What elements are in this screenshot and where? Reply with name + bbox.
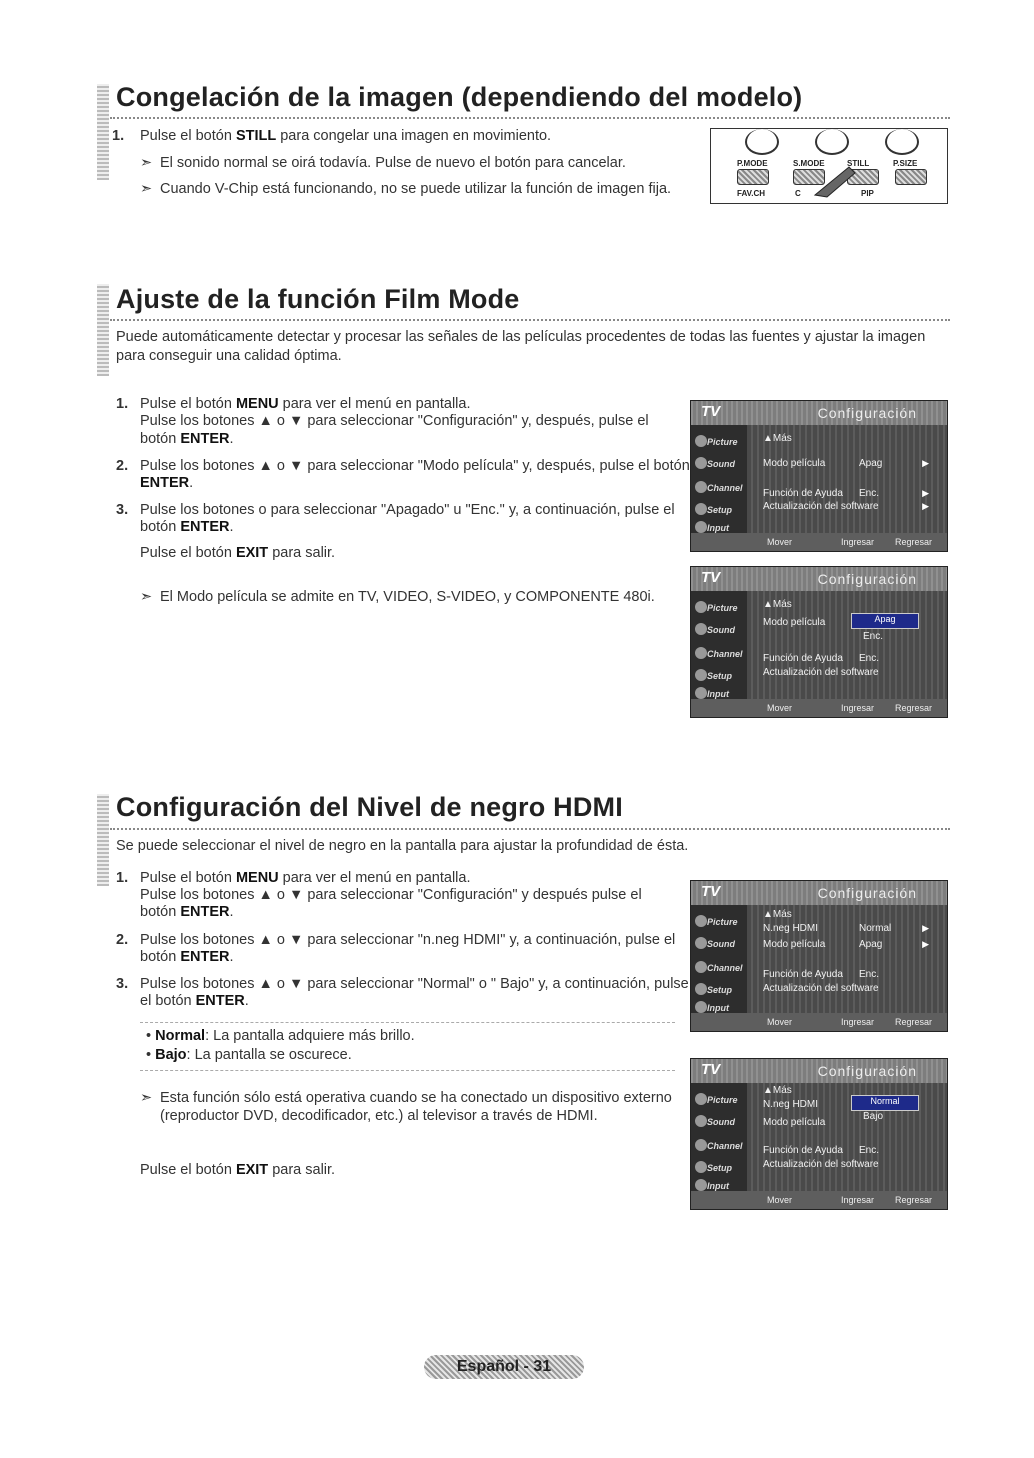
sound-icon [695, 457, 707, 469]
picture-icon [695, 601, 707, 613]
osd-move: Mover [767, 537, 793, 547]
sound-icon [695, 937, 707, 949]
sound-icon [695, 623, 707, 635]
osd-enter: Ingresar [841, 703, 875, 713]
remote-label: P.SIZE [893, 159, 918, 168]
bullet-icon: • [146, 1028, 156, 1044]
osd-title: Configuración [817, 1063, 917, 1079]
step-text: Pulse los botones ▲ o ▼ para seleccionar "Modo película" y, después, pulse el botón [140, 458, 690, 474]
remote-label: S.MODE [793, 159, 825, 168]
osd-side-label: Sound [707, 625, 735, 635]
osd-menu-2 [690, 566, 948, 718]
step-text: Pulse el botón STILL para congelar una imagen en movimiento. [140, 128, 552, 144]
pointer-arrow-icon [811, 159, 861, 199]
option-bajo: • Bajo: La pantalla se oscurece. [146, 1047, 352, 1063]
osd-row: Modo película [763, 617, 826, 628]
step-number: 2. [116, 932, 129, 948]
osd-row: Función de Ayuda [763, 1145, 843, 1156]
right-arrow-icon: ▶ [922, 501, 929, 511]
remote-illustration [710, 128, 948, 204]
osd-side-label: Input [707, 523, 729, 533]
step-text: Pulse los botones ▲ o ▼ para seleccionar "Configuración" y después pulse el [140, 887, 642, 903]
osd-row: ▲Más [763, 909, 792, 920]
psize-button-icon [895, 169, 927, 185]
remote-label: PIP [861, 189, 874, 198]
osd-row: Modo película [763, 458, 826, 469]
osd-side-label: Sound [707, 459, 735, 469]
osd-side-label: Channel [707, 649, 743, 659]
circle-button-icon [885, 129, 919, 155]
section-title-freeze: Congelación de la imagen (dependiendo del modelo) [116, 82, 803, 112]
osd-side-label: Channel [707, 963, 743, 973]
osd-value: Enc. [859, 488, 880, 499]
osd-row: ▲Más [763, 599, 792, 610]
remote-label: STILL [847, 159, 870, 168]
osd-tv-label: TV [701, 403, 721, 420]
intro-text: para conseguir una calidad óptima. [116, 348, 342, 364]
input-icon [695, 1179, 707, 1191]
osd-enter: Ingresar [841, 537, 875, 547]
step-number: 2. [116, 458, 129, 474]
remote-label: FAV.CH [737, 189, 766, 198]
osd-highlight-option: Apag [851, 613, 919, 629]
intro-text: Se puede seleccionar el nivel de negro en la pantalla para ajustar la profundidad de ésta. [116, 838, 689, 854]
osd-side-label: Picture [707, 437, 738, 447]
step-number: 3. [116, 976, 129, 992]
osd-menu-4 [690, 1058, 948, 1210]
osd-value: Enc. [859, 1145, 880, 1156]
osd-move: Mover [767, 1017, 793, 1027]
osd-return: Regresar [895, 537, 933, 547]
osd-side-label: Picture [707, 917, 738, 927]
note-arrow-icon: ➣ [140, 155, 153, 171]
osd-side-label: Picture [707, 603, 738, 613]
osd-bottom-bar [691, 699, 947, 717]
right-arrow-icon: ▶ [922, 923, 929, 933]
step-text: Pulse los botones o para seleccionar "Apagado" u "Enc." y, a continuación, pulse el [140, 502, 675, 518]
osd-side-label: Setup [707, 671, 733, 681]
circle-button-icon [815, 129, 849, 155]
setup-icon [695, 503, 707, 515]
osd-side-label: Channel [707, 483, 743, 493]
setup-icon [695, 669, 707, 681]
picture-icon [695, 1093, 707, 1105]
remote-label: P.MODE [737, 159, 768, 168]
osd-side-label: Setup [707, 985, 733, 995]
osd-bottom-bar [691, 1013, 947, 1031]
note-arrow-icon: ➣ [140, 589, 153, 605]
osd-title: Configuración [817, 571, 917, 587]
pmode-button-icon [737, 169, 769, 185]
osd-row: Modo película [763, 939, 826, 950]
osd-value: Normal [859, 923, 892, 934]
divider [140, 1070, 675, 1071]
input-icon [695, 1001, 707, 1013]
osd-side-label: Input [707, 689, 729, 699]
setup-icon [695, 983, 707, 995]
osd-title: Configuración [817, 885, 917, 901]
osd-side-label: Input [707, 1181, 729, 1191]
title-underline [110, 828, 950, 830]
step-text: botón ENTER. [140, 519, 234, 535]
step-number: 3. [116, 502, 129, 518]
step-text: Pulse los botones ▲ o ▼ para seleccionar "Configuración" y, después, pulse el [140, 413, 649, 429]
osd-row: ▲Más [763, 433, 792, 444]
note-vchip: ➣ Cuando V-Chip está funcionando, no se puede utilizar la función de imagen fija. [140, 179, 671, 200]
osd-side-label: Sound [707, 1117, 735, 1127]
osd-row: Actualización del software [763, 1159, 879, 1170]
input-icon [695, 521, 707, 533]
page-number-footer: Español - 31 [424, 1355, 584, 1379]
osd-value: Apag [859, 939, 883, 950]
step-text: botón ENTER. [140, 904, 234, 920]
osd-side-label: Setup [707, 505, 733, 515]
picture-icon [695, 435, 707, 447]
osd-enter: Ingresar [841, 1017, 875, 1027]
right-arrow-icon: ▶ [922, 458, 929, 468]
osd-row: ▲Más [763, 1085, 792, 1096]
section-marker [97, 284, 109, 376]
section-marker [97, 84, 109, 180]
sound-icon [695, 1115, 707, 1127]
circle-button-icon [745, 129, 779, 155]
osd-side-label: Channel [707, 1141, 743, 1151]
step-text: Pulse el botón EXIT para salir. [140, 1162, 336, 1178]
osd-title: Configuración [817, 405, 917, 421]
step-text: botón ENTER. [140, 431, 234, 447]
step-text: ENTER. [140, 475, 194, 491]
channel-icon [695, 1139, 707, 1151]
osd-tv-label: TV [701, 883, 721, 900]
channel-icon [695, 647, 707, 659]
bullet-icon: • [146, 1047, 156, 1063]
osd-menu-3 [690, 880, 948, 1032]
osd-row: Función de Ayuda [763, 969, 843, 980]
osd-menu-1 [690, 400, 948, 552]
osd-side-label: Picture [707, 1095, 738, 1105]
osd-tv-label: TV [701, 569, 721, 586]
section-title-hdmi: Configuración del Nivel de negro HDMI [116, 792, 623, 822]
osd-row: Actualización del software [763, 667, 879, 678]
osd-highlight-option: Normal [851, 1095, 919, 1111]
section-title-film-mode: Ajuste de la función Film Mode [116, 284, 520, 314]
step-text: Pulse el botón MENU para ver el menú en pantalla. [140, 870, 471, 886]
osd-value: Apag [859, 458, 883, 469]
osd-return: Regresar [895, 1017, 933, 1027]
osd-row: Función de Ayuda [763, 488, 843, 499]
note-arrow-icon: ➣ [140, 181, 153, 197]
osd-return: Regresar [895, 1195, 933, 1205]
picture-icon [695, 915, 707, 927]
osd-value: Enc. [859, 653, 880, 664]
intro-text: Puede automáticamente detectar y procesar las señales de las películas procedentes de todas las fuentes y ajustar la imagen [116, 329, 926, 345]
right-arrow-icon: ▶ [922, 488, 929, 498]
osd-row: Actualización del software [763, 983, 879, 994]
channel-icon [695, 961, 707, 973]
osd-bottom-bar [691, 533, 947, 551]
osd-side-label: Input [707, 1003, 729, 1013]
osd-move: Mover [767, 703, 793, 713]
osd-side-label: Setup [707, 1163, 733, 1173]
step-number: 1. [112, 128, 125, 144]
setup-icon [695, 1161, 707, 1173]
step-text: Pulse los botones ▲ o ▼ para seleccionar "n.neg HDMI" y, a continuación, pulse el [140, 932, 676, 948]
osd-option: Bajo [863, 1111, 884, 1122]
divider [140, 1022, 675, 1023]
step-text: Pulse los botones ▲ o ▼ para seleccionar "Normal" o " Bajo" y, a continuación, pulse [140, 976, 689, 992]
input-icon [695, 687, 707, 699]
osd-return: Regresar [895, 703, 933, 713]
section-marker [97, 794, 109, 886]
step-text: Pulse el botón EXIT para salir. [140, 545, 336, 561]
step-text: el botón ENTER. [140, 993, 249, 1009]
osd-row: N.neg HDMI [763, 923, 819, 934]
osd-move: Mover [767, 1195, 793, 1205]
channel-icon [695, 481, 707, 493]
title-underline [110, 117, 950, 119]
osd-row: Función de Ayuda [763, 653, 843, 664]
title-underline [110, 319, 950, 321]
note-arrow-icon: ➣ [140, 1090, 153, 1106]
note-film-mode: ➣ El Modo película se admite en TV, VIDEO, S-VIDEO, y COMPONENTE 480i. [140, 587, 655, 608]
step-text: Pulse el botón MENU para ver el menú en pantalla. [140, 396, 471, 412]
osd-row: N.neg HDMI [763, 1099, 819, 1110]
step-number: 1. [116, 870, 129, 886]
remote-label: C [795, 189, 801, 198]
step-text: botón ENTER. [140, 949, 234, 965]
osd-row: Modo película [763, 1117, 826, 1128]
step-number: 1. [116, 396, 129, 412]
right-arrow-icon: ▶ [922, 939, 929, 949]
osd-tv-label: TV [701, 1061, 721, 1078]
osd-option: Enc. [863, 631, 884, 642]
osd-row: Actualización del software [763, 501, 879, 512]
note-hdmi: ➣ Esta función sólo está operativa cuando se ha conectado un dispositivo externo [140, 1088, 672, 1109]
osd-bottom-bar [691, 1191, 947, 1209]
option-normal: • Normal: La pantalla adquiere más brillo. [146, 1028, 415, 1044]
note-hdmi-cont: (reproductor DVD, decodificador, etc.) al televisor a través de HDMI. [160, 1108, 598, 1124]
osd-side-label: Sound [707, 939, 735, 949]
note-sound: ➣ El sonido normal se oirá todavía. Pulse de nuevo el botón para cancelar. [140, 153, 626, 174]
osd-value: Enc. [859, 969, 880, 980]
osd-enter: Ingresar [841, 1195, 875, 1205]
